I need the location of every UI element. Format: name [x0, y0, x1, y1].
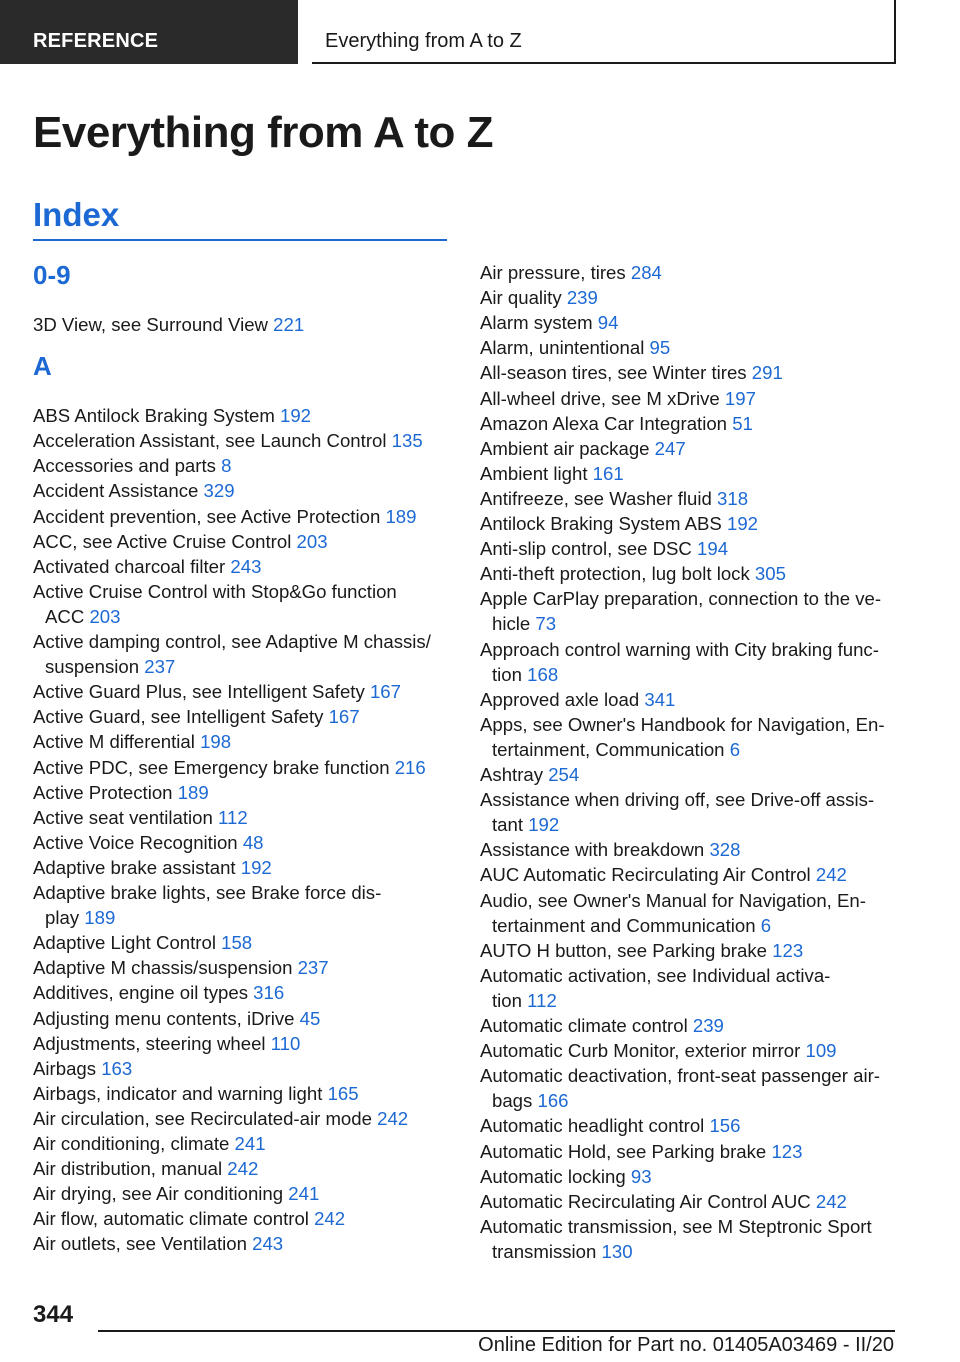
index-entry — [480, 787, 874, 837]
index-entry-text: Automatic Curb Monitor, exterior mirror — [480, 1040, 806, 1062]
page-reference-link[interactable]: 198 — [200, 731, 232, 753]
index-entry-text: suspension — [45, 656, 145, 678]
index-entry — [33, 704, 360, 729]
index-entry — [480, 511, 758, 536]
section-tab — [0, 0, 298, 64]
index-entry-text: Accident Assistance — [33, 480, 204, 502]
index-entry-text: Active M differential — [33, 731, 201, 753]
index-entry-text: Ashtray — [480, 764, 549, 785]
index-entry — [480, 561, 786, 586]
index-entry — [33, 1081, 359, 1106]
index-entry-text: Ambient air package — [480, 437, 655, 459]
index-entry — [480, 386, 756, 411]
index-entry-text: Active Protection — [33, 781, 178, 803]
page-reference-link[interactable]: 163 — [101, 1057, 133, 1079]
index-entry — [480, 360, 783, 385]
index-entry-text: Additives, engine oil types — [33, 982, 254, 1004]
index-group-heading: 0-9 — [33, 260, 71, 290]
index-entry — [480, 1113, 740, 1138]
index-entry-text: Ambient light — [480, 462, 593, 484]
page-title: Everything from A to Z — [33, 108, 493, 157]
index-entry — [480, 1189, 847, 1214]
index-entry-text: 3D View, see Surround View — [33, 314, 274, 335]
index-entry-text: Automatic Recirculating Air Control AUC — [480, 1190, 816, 1212]
index-entry — [480, 1063, 880, 1113]
page-reference-link[interactable]: 239 — [692, 1015, 724, 1036]
index-entry-text: Automatic activation, see Individual activa‐ — [480, 964, 831, 986]
index-entry-text: Air pressure, tires — [480, 262, 631, 283]
index-entry-text: Active Guard, see Intelligent Safety — [33, 706, 329, 728]
index-entry — [480, 1013, 724, 1038]
index-entry-text: Adjusting menu contents, iDrive — [33, 1007, 300, 1029]
index-group-heading: A — [33, 351, 52, 382]
index-entry-text: Assistance with breakdown — [480, 839, 710, 861]
index-entry-text: Active seat ventilation — [33, 806, 219, 828]
page-reference-link[interactable]: 237 — [144, 656, 176, 678]
page-reference-link[interactable]: 51 — [732, 412, 753, 434]
page-reference-link[interactable]: 247 — [654, 437, 686, 459]
index-entry-text: Alarm system — [480, 312, 598, 334]
page-reference-link[interactable]: 189 — [84, 907, 116, 929]
page-reference-link[interactable]: 110 — [270, 1032, 301, 1054]
page-reference-link[interactable]: 112 — [218, 806, 248, 828]
chapter-tab — [312, 0, 896, 64]
page-reference-link[interactable]: 192 — [240, 856, 272, 878]
index-heading: Index — [33, 196, 120, 233]
index-entry-text: Active Voice Recognition — [33, 831, 243, 853]
page-reference-link[interactable]: 305 — [754, 563, 786, 585]
index-entry — [33, 729, 231, 754]
page-reference-link[interactable]: 156 — [709, 1115, 741, 1137]
index-entry-text: Accessories and parts — [33, 455, 222, 477]
index-entry — [480, 436, 686, 461]
index-entry — [33, 1156, 258, 1181]
page-reference-link[interactable]: 165 — [327, 1082, 359, 1104]
index-entry — [480, 335, 670, 360]
page-reference-link[interactable]: 291 — [751, 362, 783, 384]
index-entry-text: tion — [492, 663, 528, 685]
page-reference-link[interactable]: 189 — [177, 781, 209, 803]
page-reference-link[interactable]: 203 — [296, 530, 328, 552]
index-entry — [33, 1231, 283, 1256]
index-entry-text: AUC Automatic Recirculating Air Control — [480, 864, 816, 886]
index-entry-text: Anti-slip control, see DSC — [480, 538, 698, 560]
index-entry-text: Air flow, automatic climate control — [33, 1208, 315, 1230]
page-reference-link[interactable]: 239 — [566, 287, 598, 309]
index-entry — [33, 312, 304, 337]
section-label: REFERENCE — [33, 30, 159, 52]
page-reference-link[interactable]: 192 — [726, 513, 759, 534]
index-entry-text: Acceleration Assistant, see Launch Control — [33, 430, 392, 452]
index-entry-text: tion — [492, 989, 528, 1011]
index-entry — [480, 411, 753, 436]
index-entry-text: Automatic climate control — [480, 1015, 693, 1036]
index-entry — [480, 963, 830, 1013]
page-reference-link[interactable]: 284 — [630, 262, 662, 283]
page-reference-link[interactable]: 130 — [601, 1240, 633, 1262]
page-reference-link[interactable]: 6 — [760, 914, 772, 936]
index-entry-text: Air quality — [480, 287, 567, 309]
index-entry-text: All-wheel drive, see M xDrive — [480, 387, 725, 409]
index-entry — [480, 260, 662, 285]
index-entry — [33, 1206, 345, 1231]
index-entry-text: Approach control warning with City braking func‐ — [480, 638, 879, 660]
page-reference-link[interactable]: 161 — [592, 462, 624, 484]
index-entry — [33, 805, 248, 830]
index-entry — [480, 762, 579, 787]
page-reference-link[interactable]: 197 — [724, 387, 756, 409]
index-entry-text: Airbags — [33, 1057, 102, 1079]
index-entry — [33, 629, 431, 679]
page-reference-link[interactable]: 93 — [630, 1165, 652, 1187]
index-entry-text: tant — [492, 814, 529, 836]
page-reference-link[interactable]: 135 — [391, 430, 423, 452]
index-entry-text: Active damping control, see Adaptive M chassis/ — [33, 631, 431, 652]
page-reference-link[interactable]: 243 — [230, 555, 262, 577]
index-entry — [33, 453, 231, 478]
page-reference-link[interactable]: 241 — [234, 1133, 266, 1154]
index-entry — [33, 679, 401, 704]
index-entry-text: play — [45, 907, 85, 929]
index-entry — [33, 554, 261, 579]
index-entry — [480, 687, 675, 712]
index-entry — [480, 536, 728, 561]
page-reference-link[interactable]: 221 — [273, 314, 305, 335]
index-entry-text: Airbags, indicator and warning light — [33, 1082, 328, 1104]
index-entry-text: Adaptive brake assistant — [33, 856, 241, 878]
page-reference-link[interactable]: 8 — [221, 455, 232, 477]
page-reference-link[interactable]: 241 — [288, 1183, 320, 1205]
index-entry — [480, 1164, 652, 1189]
index-entry — [33, 428, 423, 453]
index-entry-text: AUTO H button, see Parking brake — [480, 939, 773, 961]
index-entry — [33, 403, 311, 428]
index-entry — [480, 1038, 837, 1063]
index-entry — [33, 1106, 408, 1131]
index-entry — [33, 830, 264, 855]
index-entry-text: All-season tires, see Winter tires — [480, 362, 752, 384]
index-entry — [33, 930, 252, 955]
index-entry-text: Adaptive Light Control — [33, 932, 222, 954]
index-entry — [480, 712, 885, 762]
index-entry — [33, 755, 426, 780]
page-reference-link[interactable]: 192 — [279, 405, 312, 427]
page-reference-link[interactable]: 242 — [815, 1190, 847, 1212]
page-reference-link[interactable]: 189 — [385, 505, 417, 527]
page-reference-link[interactable]: 328 — [709, 839, 741, 861]
page-reference-link[interactable]: 194 — [697, 538, 729, 560]
chapter-label: Everything from A to Z — [325, 30, 522, 52]
index-entry-text: Antifreeze, see Washer fluid — [480, 487, 718, 509]
page-reference-link[interactable]: 45 — [299, 1007, 321, 1029]
page-reference-link[interactable]: 242 — [227, 1158, 259, 1180]
index-entry-text: Automatic headlight control — [480, 1115, 710, 1137]
index-entry-text: Apple CarPlay preparation, connection to the ve‐ — [480, 588, 882, 610]
index-entry — [33, 1181, 319, 1206]
page-reference-link[interactable]: 203 — [89, 605, 121, 627]
index-entry — [480, 586, 881, 636]
index-entry-text: Adjustments, steering wheel — [33, 1032, 271, 1054]
index-entry-text: Active Guard Plus, see Intelligent Safety — [33, 681, 370, 703]
index-entry-text: Adaptive brake lights, see Brake force dis‐ — [33, 882, 382, 903]
page-reference-link[interactable]: 242 — [377, 1107, 409, 1129]
index-entry — [33, 780, 209, 805]
index-entry — [480, 637, 879, 687]
page-reference-link[interactable]: 329 — [203, 480, 235, 502]
page-reference-link[interactable]: 167 — [328, 706, 360, 728]
index-entry — [480, 938, 803, 963]
index-entry — [33, 955, 329, 980]
page-reference-link[interactable]: 158 — [221, 932, 253, 954]
index-entry-text: hicle — [492, 613, 536, 635]
index-entry-text: Air circulation, see Recirculated-air mode — [33, 1107, 378, 1129]
index-entry-text: Anti-theft protection, lug bolt lock — [480, 563, 755, 585]
page-reference-link[interactable]: 94 — [597, 312, 619, 334]
page-reference-link[interactable]: 168 — [527, 663, 559, 685]
index-entry-text: transmission — [492, 1240, 602, 1262]
index-entry — [33, 1131, 266, 1156]
index-entry — [33, 1056, 132, 1081]
index-entry-text: Adaptive M chassis/suspension — [33, 957, 298, 979]
index-underline — [33, 239, 447, 241]
page-reference-link[interactable]: 237 — [297, 957, 329, 979]
index-entry — [33, 529, 328, 554]
page-reference-link[interactable]: 73 — [535, 613, 557, 635]
page-reference-link[interactable]: 167 — [369, 681, 401, 703]
index-entry-text: Assistance when driving off, see Drive-off assis‐ — [480, 789, 875, 811]
page-reference-link[interactable]: 166 — [537, 1090, 569, 1112]
index-entry — [33, 579, 397, 629]
index-entry — [33, 1006, 320, 1031]
index-entry — [480, 486, 748, 511]
index-entry-text: Automatic Hold, see Parking brake — [480, 1140, 772, 1162]
index-entry-text: Active Cruise Control with Stop&Go function — [33, 580, 397, 602]
index-entry-text: bags — [492, 1090, 538, 1112]
index-entry — [33, 478, 235, 503]
index-entry-text: Accident prevention, see Active Protection — [33, 505, 386, 527]
index-entry — [480, 285, 598, 310]
index-entry — [480, 837, 740, 862]
page-reference-link[interactable]: 216 — [394, 756, 426, 778]
index-entry — [480, 310, 618, 335]
index-entry-text: Activated charcoal filter — [33, 555, 231, 577]
index-entry-text: Automatic locking — [480, 1165, 631, 1187]
page-reference-link[interactable]: 95 — [649, 337, 671, 359]
index-entry-text: Air distribution, manual — [33, 1158, 228, 1180]
index-entry-text: Audio, see Owner's Manual for Navigation, En‐ — [480, 889, 866, 911]
footer-edition: Online Edition for Part no. 01405A03469 - II/20 — [478, 1334, 894, 1356]
index-entry — [480, 1214, 872, 1264]
index-entry-text: ABS Antilock Braking System — [33, 405, 280, 427]
index-entry-text: tertainment and Communication — [492, 914, 761, 936]
page-reference-link[interactable]: 242 — [314, 1208, 346, 1230]
index-entry-text: ACC, see Active Cruise Control — [33, 530, 297, 552]
page-number: 344 — [33, 1301, 74, 1328]
page-reference-link[interactable]: 341 — [644, 688, 676, 710]
index-entry-text: Amazon Alexa Car Integration — [480, 412, 733, 434]
index-entry-text: Automatic deactivation, front-seat passenger air‐ — [480, 1065, 880, 1087]
index-entry-text: Approved axle load — [480, 688, 645, 710]
page-reference-link[interactable]: 109 — [805, 1040, 837, 1062]
page-reference-link[interactable]: 254 — [548, 764, 580, 785]
page-reference-link[interactable]: 123 — [771, 1140, 803, 1162]
page-reference-link[interactable]: 243 — [252, 1233, 284, 1255]
page-reference-link[interactable]: 48 — [242, 831, 264, 853]
footer-rule — [98, 1330, 895, 1332]
index-entry — [480, 862, 847, 887]
index-entry-text: Active PDC, see Emergency brake function — [33, 756, 395, 778]
page-reference-link[interactable]: 6 — [729, 738, 741, 760]
page-reference-link[interactable]: 192 — [528, 814, 560, 836]
index-entry-text: Apps, see Owner's Handbook for Navigation, En‐ — [480, 713, 885, 735]
index-entry-text: Air drying, see Air conditioning — [33, 1183, 289, 1205]
index-entry — [33, 980, 284, 1005]
index-entry-text: Alarm, unintentional — [480, 337, 650, 359]
index-entry-text: tertainment, Communication — [492, 738, 730, 760]
index-entry — [480, 461, 624, 486]
index-entry — [33, 1031, 300, 1056]
index-entry-text: Air outlets, see Ventilation — [33, 1233, 253, 1255]
index-entry — [33, 504, 416, 529]
page-reference-link[interactable]: 316 — [253, 982, 285, 1004]
index-entry-text: ACC — [45, 605, 90, 627]
index-entry — [480, 1139, 802, 1164]
index-entry-text: Air conditioning, climate — [33, 1133, 235, 1154]
index-entry-text: Antilock Braking System ABS — [480, 513, 727, 534]
index-entry — [33, 855, 272, 880]
page-reference-link[interactable]: 242 — [815, 864, 847, 886]
page-reference-link[interactable]: 112 — [527, 989, 557, 1011]
index-entry-text: Automatic transmission, see M Steptronic Sport — [480, 1215, 872, 1237]
index-entry — [480, 888, 866, 938]
index-entry — [33, 880, 381, 930]
page-reference-link[interactable]: 123 — [772, 939, 804, 961]
page-reference-link[interactable]: 318 — [717, 487, 749, 509]
